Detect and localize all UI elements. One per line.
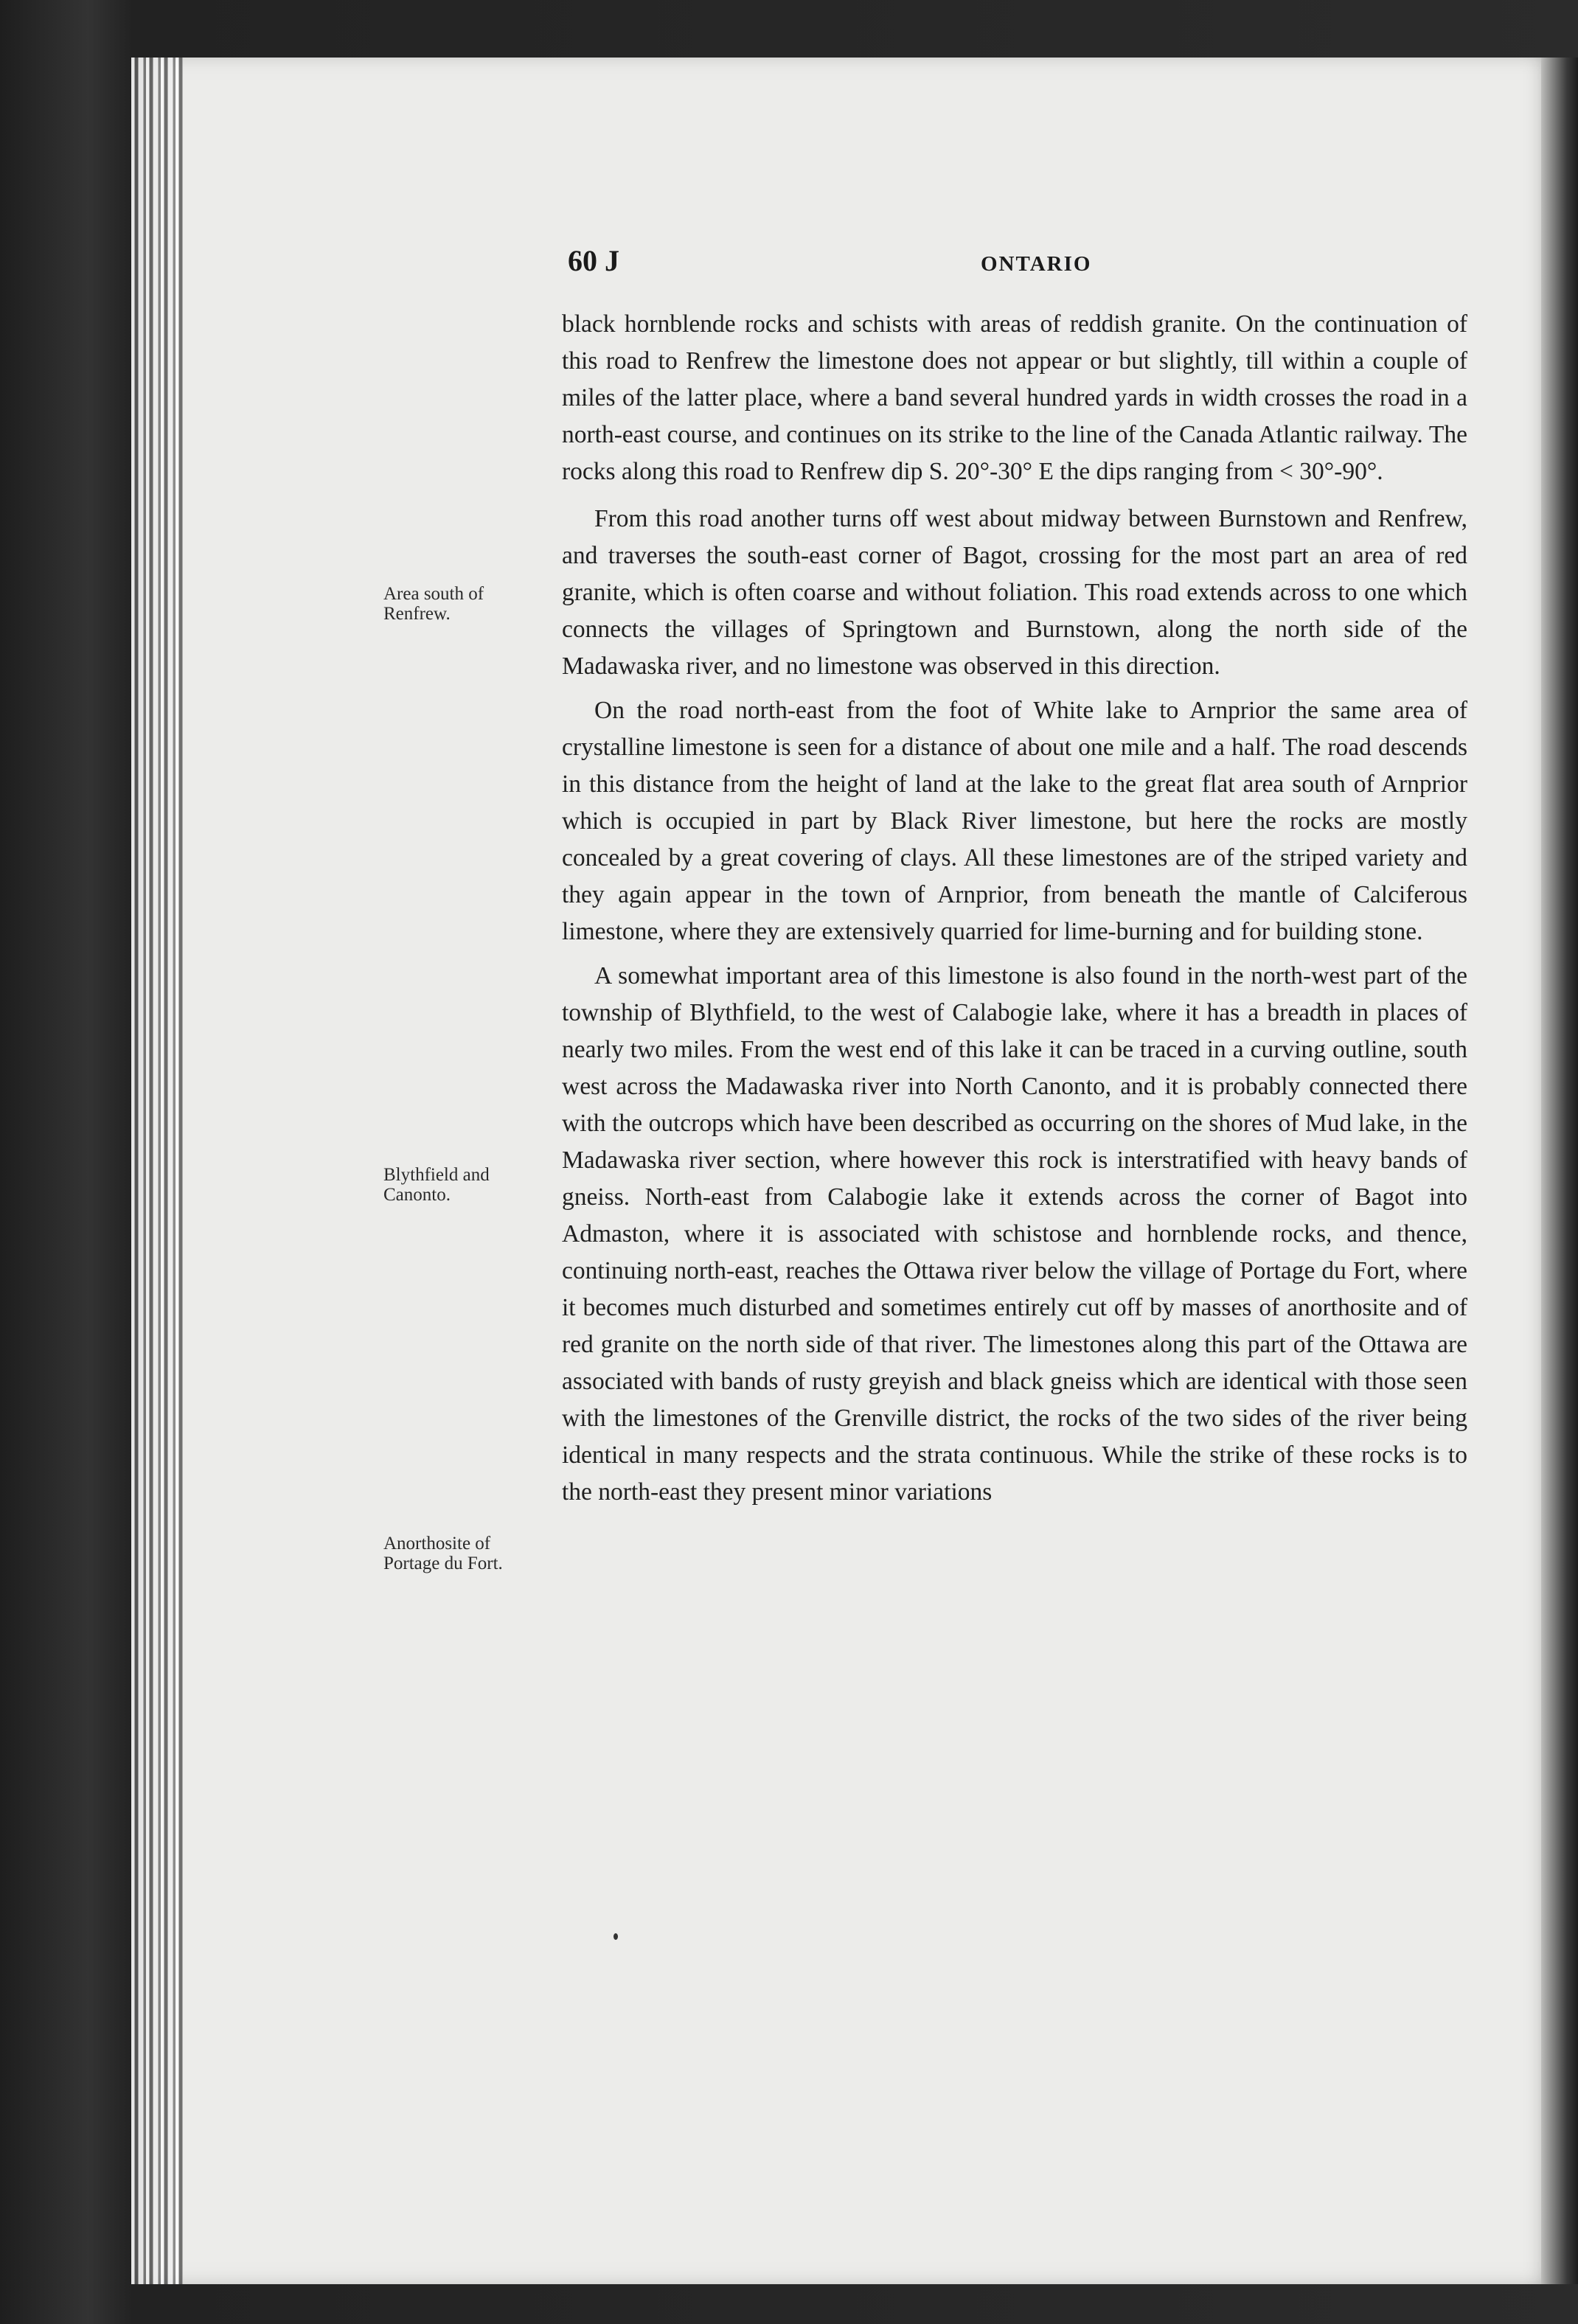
page-header [560, 243, 1475, 288]
paragraph-2: From this road another turns off west about midway between Burnstown and Renfrew, and traverses the south-east corner of Bagot, crossing for the most part an area of red granite, which is often coarse and without foliation. This road extends across to one which connects the villages of Springtown and Burnstown, along the north side of the Madawaska river, and no limestone was observed in this direction. [562, 505, 1467, 680]
page-right-edge [1541, 58, 1578, 2284]
sidenote-area-south-of-renfrew: Area south of Renfrew. [383, 584, 484, 624]
sidenote-anorthosite-of-portage-du-fort: Anorthosite of Portage du Fort. [383, 1534, 503, 1573]
paragraph-3: On the road north-east from the foot of White lake to Arnprior the same area of crystalline limestone is seen for a distance of about one mile and a half. The road descends in this distance from the height of land at the lake to the great flat area south of Arnprior which is occupied in part by Black River limestone, but here the rocks are mostly concealed by a great covering of clays. All these limestones are of the striped variety and they again appear in the town of Arnprior, from beneath the mantle of Calciferous limestone, where they are extensively quarried for lime-burning and for building stone. [562, 697, 1467, 945]
paragraph-4: A somewhat important area of this limestone is also found in the north-west part of the township of Blythfield, to the west of Calabogie lake, where it has a breadth in places of nearly two miles. From the west end of this lake it can be traced in a curving outline, south west across the Madawaska river into North Canonto, and it is probably connected there with the outcrops which have been described as occurring on the shores of Mud lake, in the Madawaska river section, where however this rock is interstratified with heavy bands of gneiss. North-east from Calabogie lake it extends across the corner of Bagot into Admaston, where it is associated with schistose and hornblende rocks, and thence, continuing north-east, reaches the Ottawa river below the village of Portage du Fort, where it becomes much disturbed and sometimes entirely cut off by masses of anorthosite and of red granite on the north side of that river. The limestones along this part of the Ottawa are associated with bands of rusty greyish and black gneiss which are identical with those seen with the limestones of the Grenville district, the rocks of the two sides of the river being identical in many respects and the strata continuous. While the strike of these rocks is to the north-east they present minor variations [562, 962, 1467, 1506]
ink-speck [614, 1933, 618, 1940]
page-number: 60 J [568, 244, 619, 277]
binding-edge [131, 58, 183, 2284]
paragraph-1: black hornblende rocks and schists with areas of reddish granite. On the continuation of this road to Renfrew the limestone does not appear or but slightly, till within a couple of miles of the latter place, where a band several hundred yards in width crosses the road in a north-east course, and continues on its strike to the line of the Canada Atlantic railway. The rocks along this road to Renfrew dip S. 20°-30° E the dips ranging from < 30°-90°. [562, 310, 1467, 485]
body-text [562, 306, 1467, 1511]
running-head: ONTARIO [981, 252, 1092, 276]
sidenote-blythfield-and-canonto: Blythfield and Canonto. [383, 1165, 490, 1205]
